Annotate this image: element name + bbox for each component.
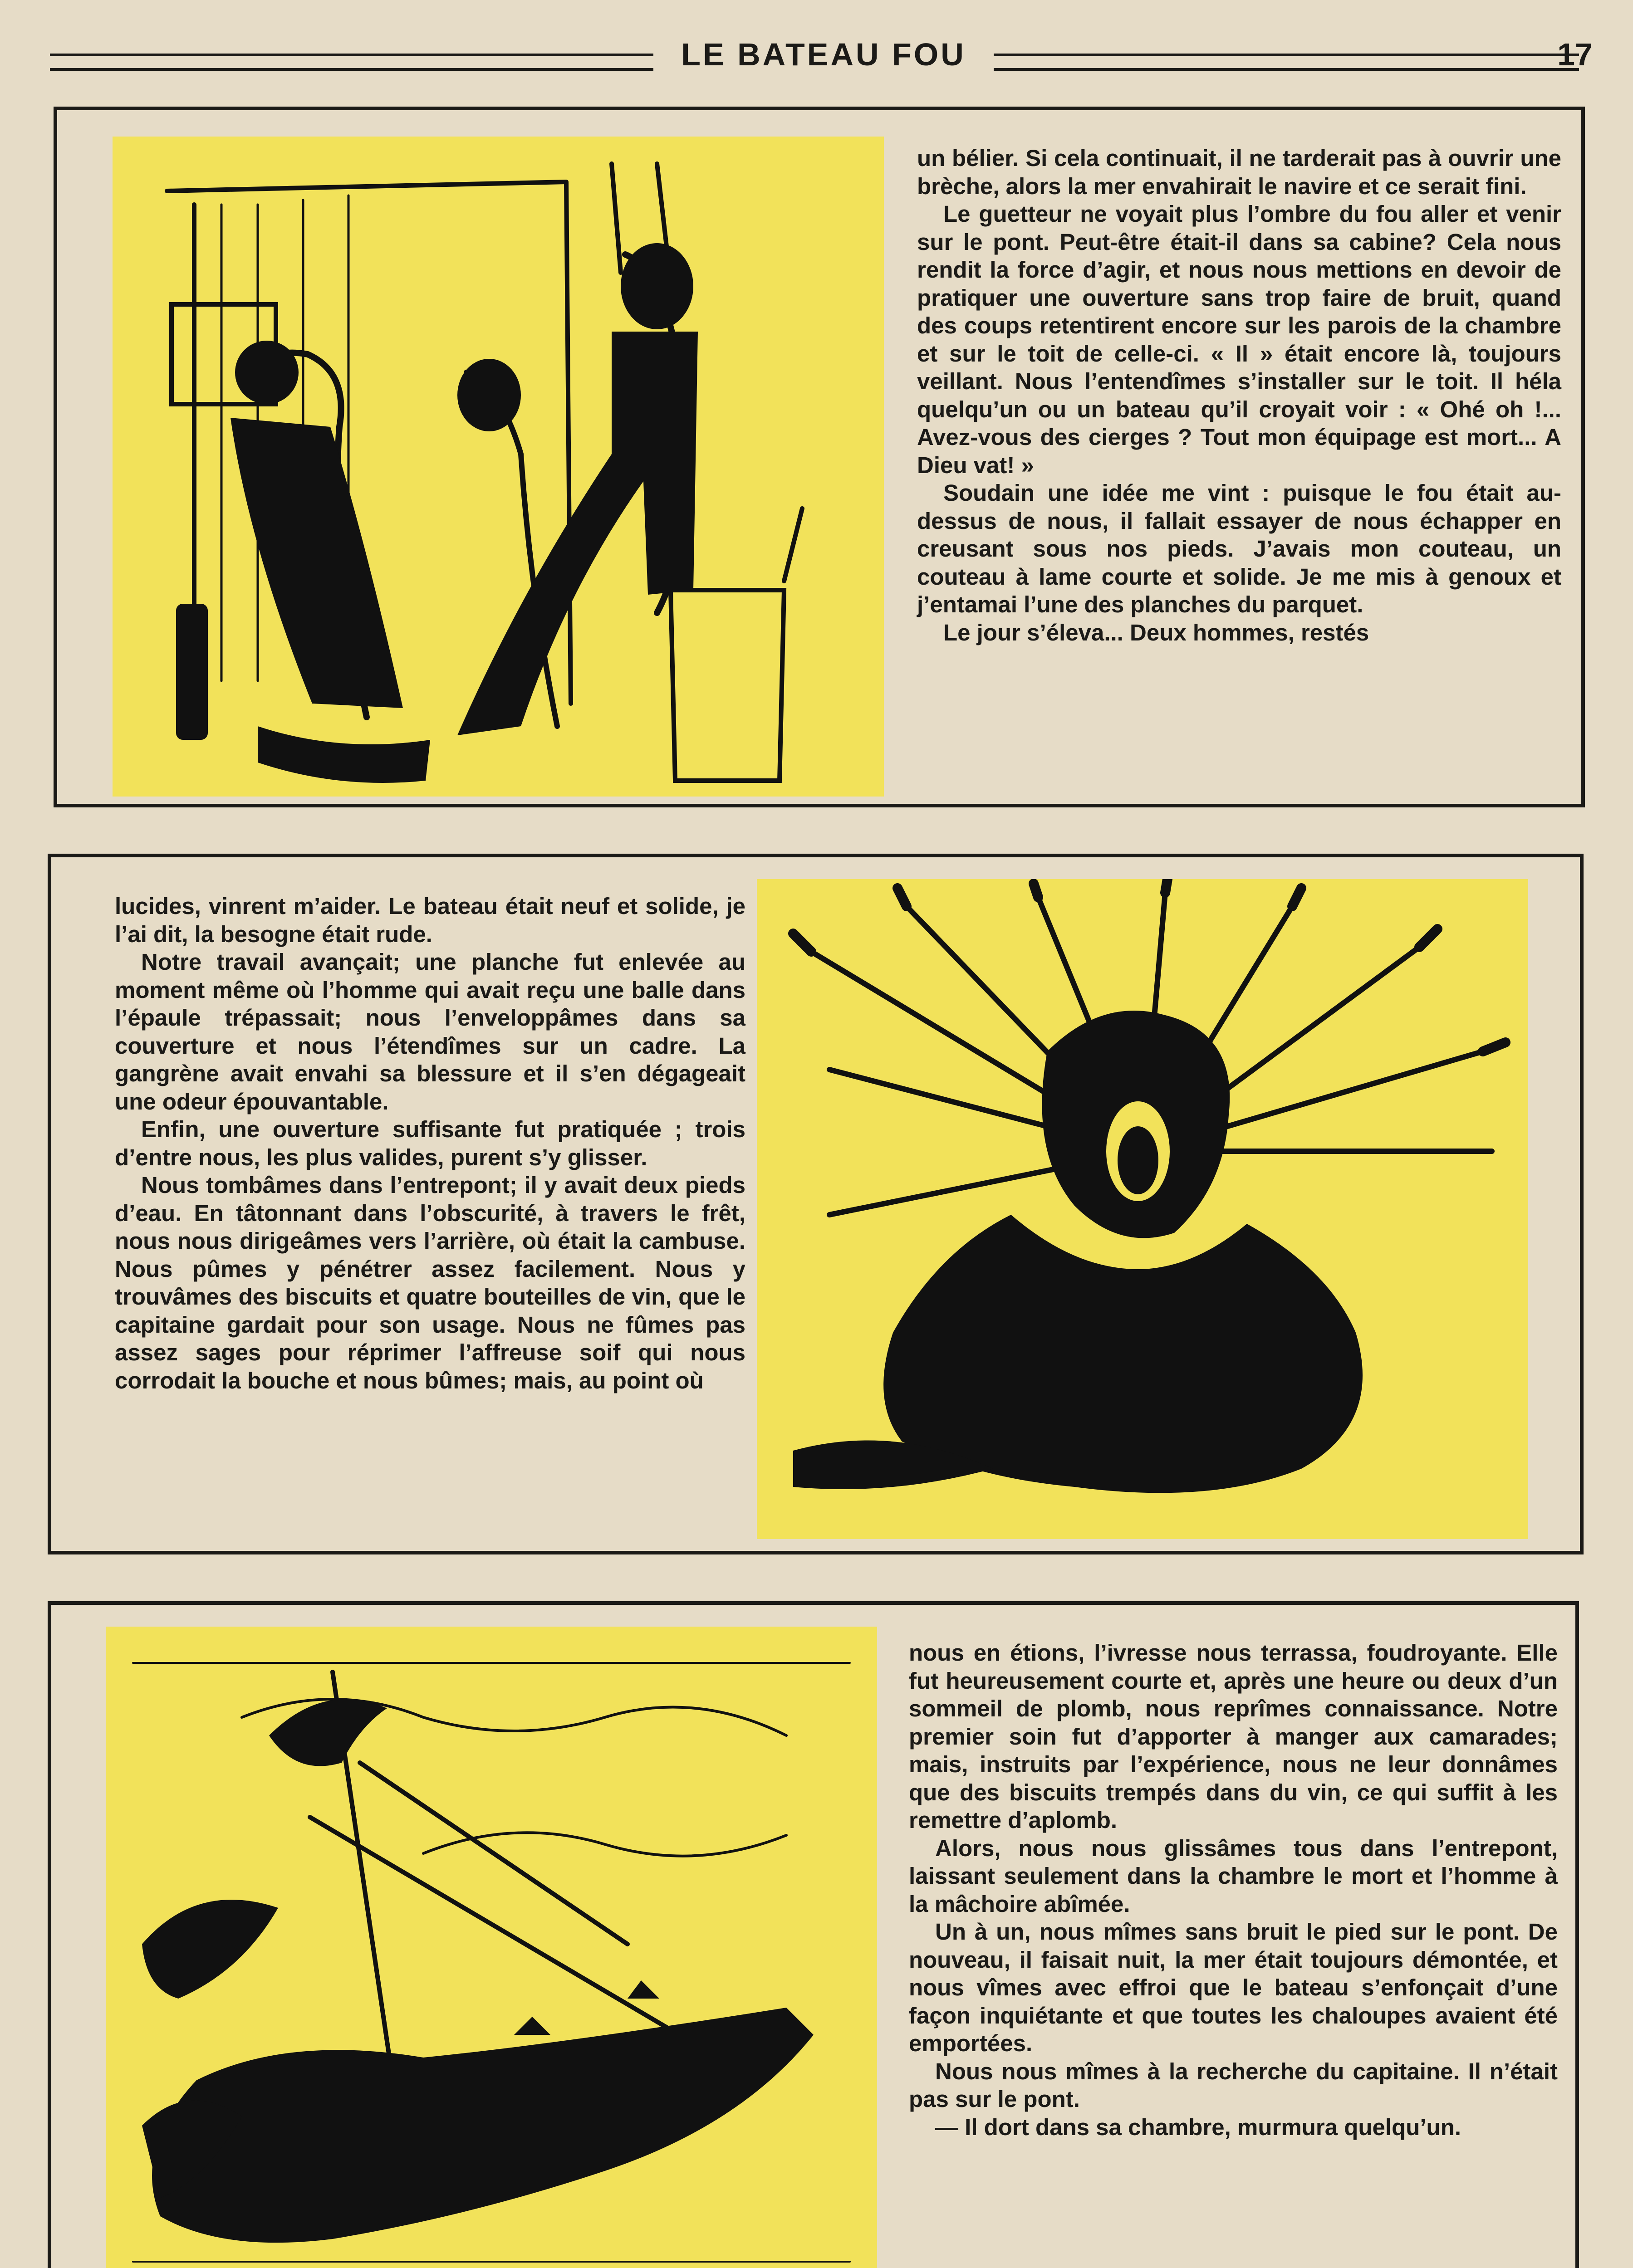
running-title: LE BATEAU FOU xyxy=(681,37,966,72)
page-number: 17 xyxy=(1557,37,1593,72)
paragraph: Le guetteur ne voyait plus l’ombre du fou aller et venir sur le pont. Peut-être était-il dans sa cabine? Cela nous rendit la force d’agir, et nous nous mettions en devoir de pratiquer une ouverture sans trop faire de bruit, quand des coups retentirent encore sur les parois de la chambre et sur le toit de celle-ci. « Il » était encore là, toujours veillant. Nous l’entendîmes s’installer sur le toit. Il héla quelqu’un ou un bateau qu’il croyait voir : « Ohé oh !... Avez-vous des cierges ? Tout mon équipage est mort... A Dieu vat! » xyxy=(917,201,1561,478)
paragraph: Un à un, nous mîmes sans bruit le pied sur le pont. De nouveau, il faisait nuit, la mer était toujours démontée, et nous vîmes avec effroi que le bateau s’enfonçait d’une façon inquiétante et que toutes les chaloupes avaient été emportées. xyxy=(909,1919,1558,2056)
illustration-screaming-madman xyxy=(757,879,1528,1539)
story-panel-2 xyxy=(48,854,1584,1554)
header-rule-left xyxy=(50,54,653,71)
paragraph: Nous nous mîmes à la recherche du capitaine. Il n’était pas sur le pont. xyxy=(909,2058,1558,2112)
illustration-ship-storm xyxy=(106,1627,877,2268)
paragraph: Enfin, une ouverture suffisante fut pratiquée ; trois d’entre nous, les plus valides, purent s’y glisser. xyxy=(115,1116,745,1170)
header-rule-right xyxy=(994,54,1579,71)
story-column-3 xyxy=(909,1639,1558,2141)
story-column-1 xyxy=(917,144,1561,646)
madman-candles-drawing xyxy=(757,879,1528,1539)
paragraph: Le jour s’éleva... Deux hommes, restés xyxy=(943,619,1369,645)
sailors-cabin-drawing xyxy=(113,137,884,797)
paragraph: Notre travail avançait; une planche fut enlevée au moment même où l’homme qui avait reçu une balle dans l’épaule trépassait; nous l’enveloppâmes dans sa couverture et nous l’étendîmes sur un cadre. La gangrène avait envahi sa blessure et il s’en dégageait une odeur épouvantable. xyxy=(115,949,745,1114)
paragraph: un bélier. Si cela continuait, il ne tarderait pas à ouvrir une brèche, alors la mer envahirait le navire et ce serait fini. xyxy=(917,145,1561,199)
paragraph: Alors, nous nous glissâmes tous dans l’entrepont, laissant seulement dans la chambre le mort et l’homme à la mâchoire abîmée. xyxy=(909,1835,1558,1917)
story-panel-1 xyxy=(54,107,1585,807)
paragraph: Nous tombâmes dans l’entrepont; il y avait deux pieds d’eau. En tâtonnant dans l’obscurité, à travers le frêt, nous nous dirigeâmes vers l’arrière, où était la cambuse. Nous pûmes y pénétrer assez facilement. Nous y trouvâmes des biscuits et quatre bouteilles de vin, que le capitaine gardait pour son usage. Nous ne fûmes pas assez sages pour réprimer l’affreuse soif qui nous corrodait la bouche et nous bûmes; mais, au point où xyxy=(115,1172,745,1393)
story-panel-3 xyxy=(48,1601,1579,2268)
paragraph: lucides, vinrent m’aider. Le bateau était neuf et solide, je l’ai dit, la besogne était rude. xyxy=(115,893,745,947)
paragraph: nous en étions, l’ivresse nous terrassa, foudroyante. Elle fut heureusement courte et, après une heure ou deux d’un sommeil de plomb, nous reprîmes connaissance. Notre premier soin fut d’apporter à manger aux camarades; mais, instruits par l’expérience, nous ne leur donnâmes que des biscuits trempés dans du vin, ce qui suffit à les remettre d’aplomb. xyxy=(909,1640,1558,1833)
page-header xyxy=(50,35,1593,85)
story-column-2 xyxy=(115,892,745,1394)
paragraph: Soudain une idée me vint : puisque le fou était au-dessus de nous, il fallait essayer de nous échapper en creusant sous nos pieds. J’avais mon couteau, un couteau à lame courte et solide. Je me mis à genoux et j’entamai l’une des planches du parquet. xyxy=(917,480,1561,617)
paragraph: — Il dort dans sa chambre, murmura quelqu’un. xyxy=(935,2114,1461,2140)
ship-in-storm-drawing xyxy=(106,1627,877,2268)
illustration-sailors-cabin xyxy=(113,137,884,797)
